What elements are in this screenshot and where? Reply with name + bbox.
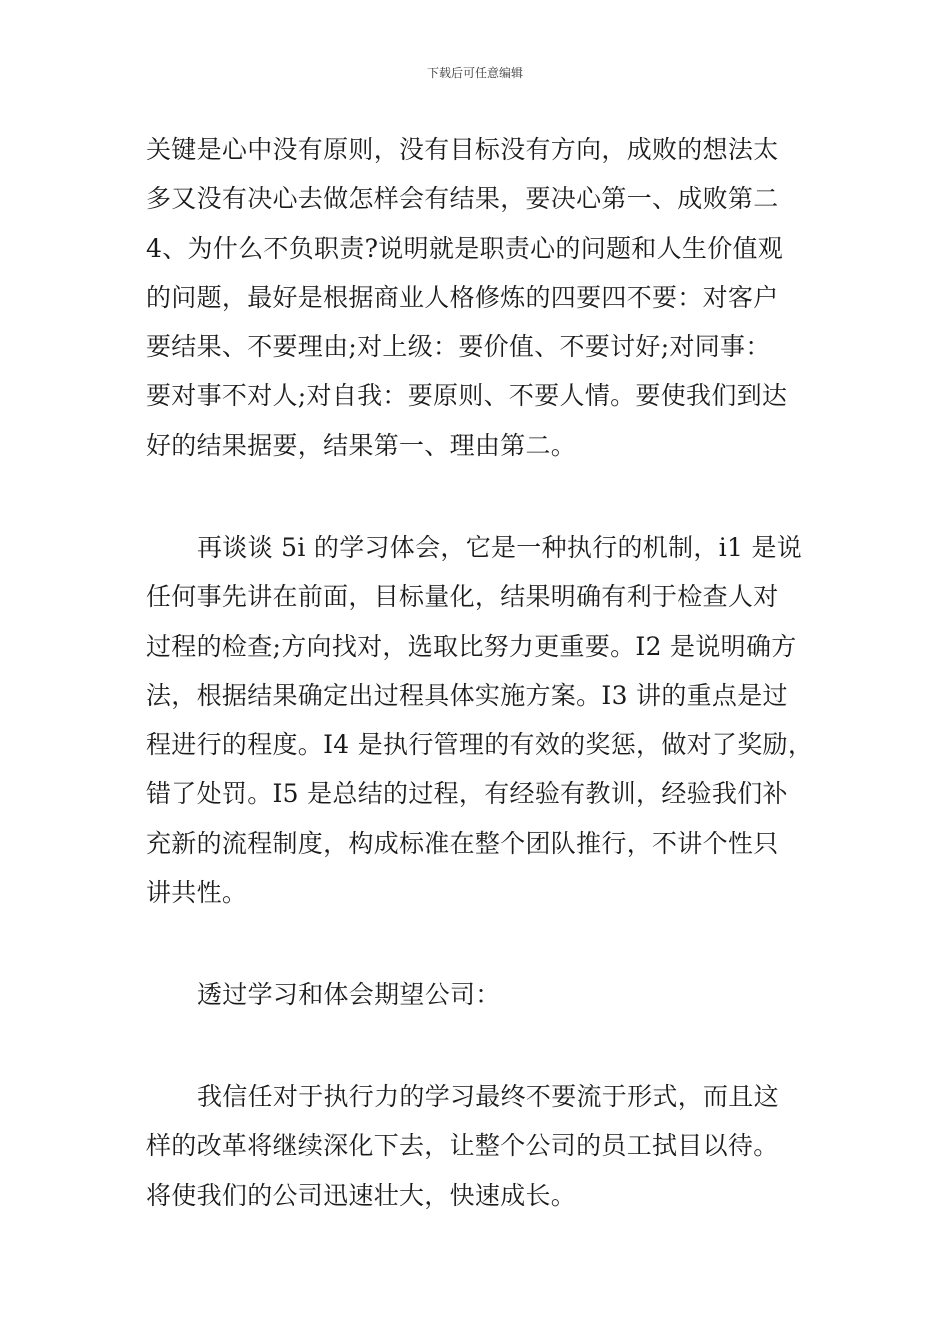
text-line: 关键是心中没有原则，没有目标没有方向，成败的想法太 bbox=[146, 135, 779, 164]
text-line: 过程的检查;方向找对，选取比努力更重要。I2 是说明确方 bbox=[146, 631, 797, 661]
text-line: 错了处罚。I5 是总结的过程，有经验有教训，经验我们补 bbox=[146, 779, 788, 809]
text-line: 法，根据结果确定出过程具体实施方案。I3 讲的重点是过 bbox=[146, 680, 788, 710]
paragraph-3 bbox=[146, 970, 808, 1019]
text-line: 将使我们的公司迅速壮大，快速成长。 bbox=[146, 1180, 577, 1210]
text-line: 4、为什么不负职责?说明就是职责心的问题和人生价值观 bbox=[146, 233, 784, 263]
paragraph-2 bbox=[146, 523, 814, 917]
text-line: 要对事不对人;对自我：要原则、不要人情。要使我们到达 bbox=[146, 381, 788, 411]
text-line: 任何事先讲在前面，目标量化，结果明确有利于检查人对 bbox=[146, 582, 779, 612]
text-line: 再谈谈 5i 的学习体会，它是一种执行的机制，i1 是说 bbox=[197, 533, 803, 562]
text-line: 要结果、不要理由;对上级：要价值、不要讨好;对同事： bbox=[146, 332, 771, 362]
paragraph-4 bbox=[146, 1072, 808, 1220]
text-line: 多又没有决心去做怎样会有结果，要决心第一、成败第二 bbox=[146, 184, 779, 214]
text-line: 充新的流程制度，构成标准在整个团队推行，不讲个性只 bbox=[146, 828, 779, 858]
text-line: 透过学习和体会期望公司： bbox=[197, 980, 501, 1009]
text-line: 讲共性。 bbox=[146, 878, 248, 908]
paragraph-1 bbox=[146, 125, 808, 470]
text-line: 样的改革将继续深化下去，让整个公司的员工拭目以待。 bbox=[146, 1131, 779, 1161]
text-line: 我信任对于执行力的学习最终不要流于形式，而且这 bbox=[197, 1082, 779, 1111]
text-line: 的问题，最好是根据商业人格修炼的四要四不要：对客户 bbox=[146, 282, 779, 312]
text-line: 程进行的程度。I4 是执行管理的有效的奖惩，做对了奖励， bbox=[146, 730, 814, 760]
text-line: 好的结果据要，结果第一、理由第二。 bbox=[146, 430, 577, 460]
page-header: 下载后可任意编辑 bbox=[426, 66, 523, 80]
